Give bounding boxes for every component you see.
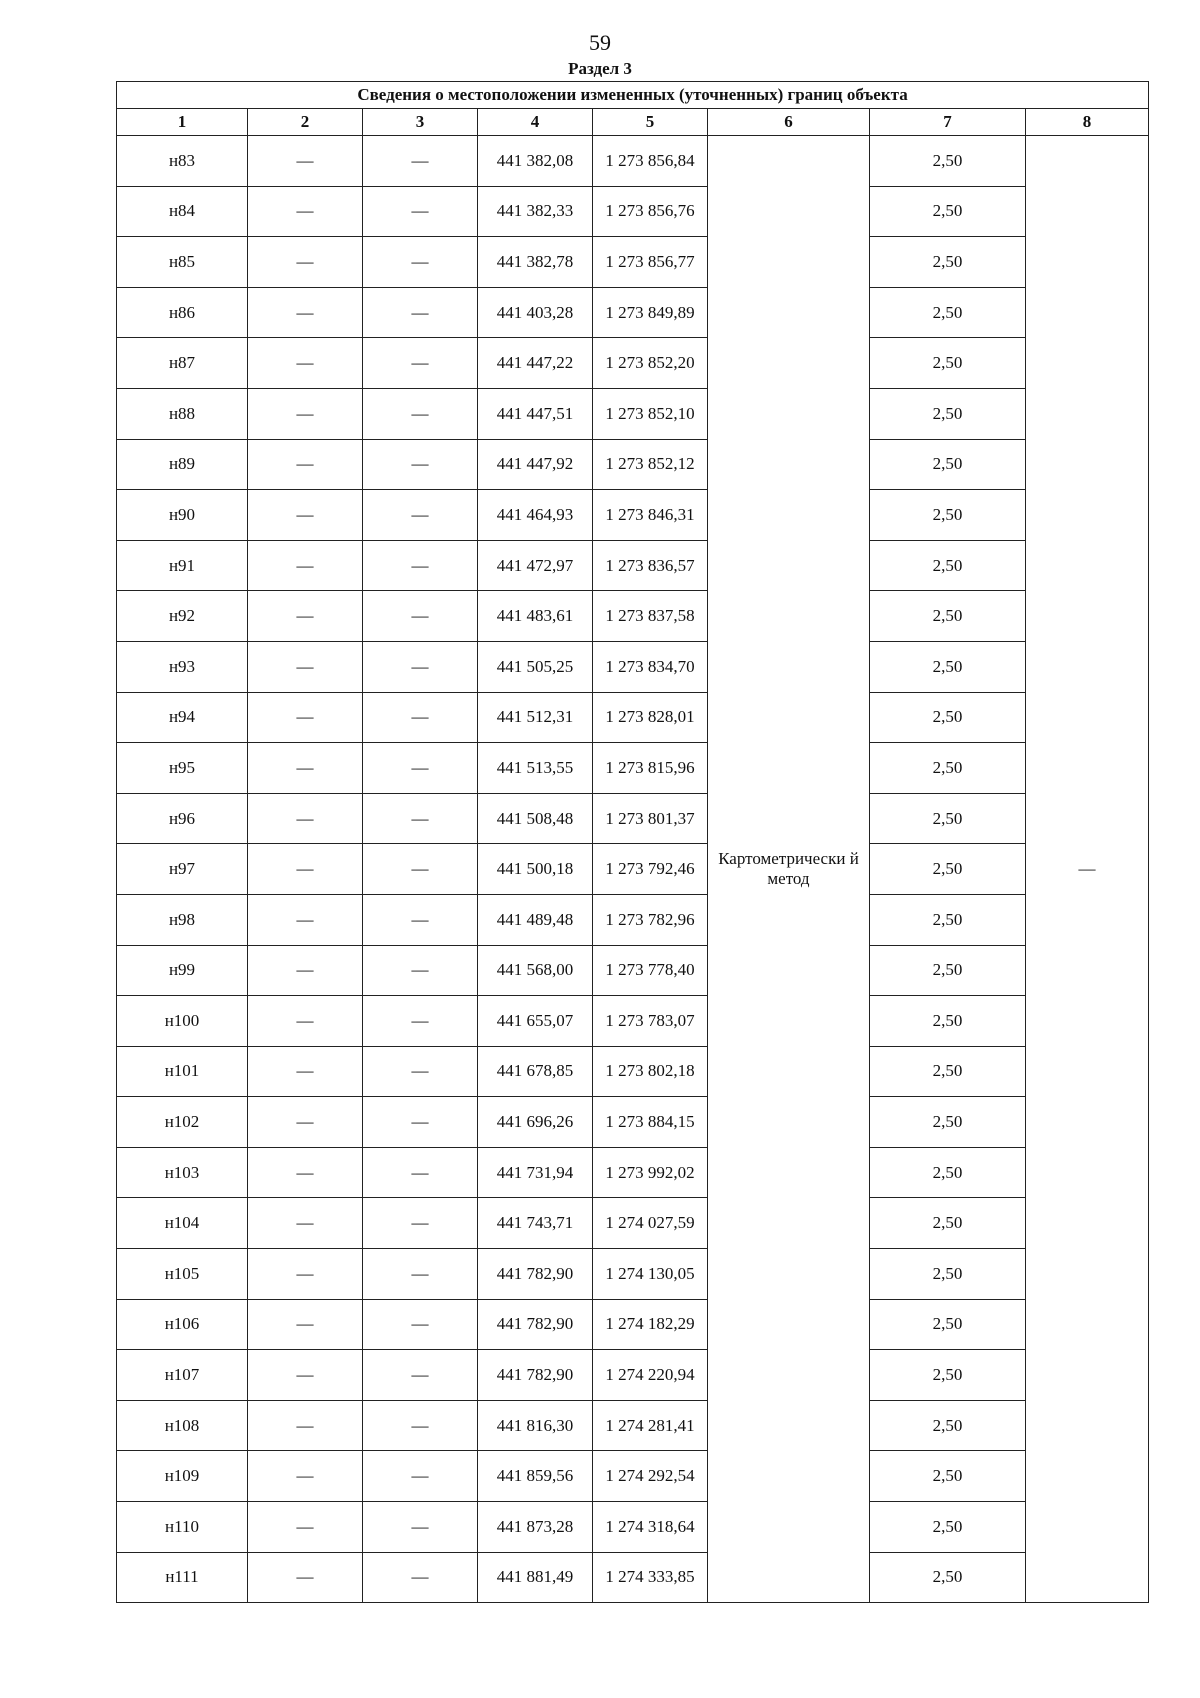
x-coordinate-cell: 441 782,90 bbox=[478, 1249, 593, 1300]
column-3-cell: — bbox=[363, 1097, 478, 1148]
column-3-cell: — bbox=[363, 1046, 478, 1097]
point-name-cell: н94 bbox=[117, 692, 248, 743]
table-row bbox=[117, 1299, 1149, 1350]
x-coordinate-cell: 441 464,93 bbox=[478, 490, 593, 541]
y-coordinate-cell: 1 273 783,07 bbox=[593, 996, 708, 1047]
column-2-cell: — bbox=[248, 743, 363, 794]
accuracy-cell: 2,50 bbox=[870, 844, 1026, 895]
table-row bbox=[117, 591, 1149, 642]
y-coordinate-cell: 1 273 849,89 bbox=[593, 287, 708, 338]
y-coordinate-cell: 1 274 220,94 bbox=[593, 1350, 708, 1401]
column-3-cell: — bbox=[363, 540, 478, 591]
column-3-cell: — bbox=[363, 439, 478, 490]
column-3-cell: — bbox=[363, 1400, 478, 1451]
point-name-cell: н109 bbox=[117, 1451, 248, 1502]
table-row bbox=[117, 1249, 1149, 1300]
column-2-cell: — bbox=[248, 641, 363, 692]
point-name-cell: н107 bbox=[117, 1350, 248, 1401]
column-3-cell: — bbox=[363, 136, 478, 187]
x-coordinate-cell: 441 512,31 bbox=[478, 692, 593, 743]
y-coordinate-cell: 1 273 856,76 bbox=[593, 186, 708, 237]
column-3-cell: — bbox=[363, 237, 478, 288]
table-row bbox=[117, 287, 1149, 338]
accuracy-cell: 2,50 bbox=[870, 186, 1026, 237]
table-row bbox=[117, 945, 1149, 996]
table-row bbox=[117, 439, 1149, 490]
point-name-cell: н101 bbox=[117, 1046, 248, 1097]
accuracy-cell: 2,50 bbox=[870, 1097, 1026, 1148]
section-title: Раздел 3 bbox=[568, 59, 632, 78]
table-row bbox=[117, 338, 1149, 389]
y-coordinate-cell: 1 273 836,57 bbox=[593, 540, 708, 591]
table-row bbox=[117, 490, 1149, 541]
x-coordinate-cell: 441 382,08 bbox=[478, 136, 593, 187]
table-row bbox=[117, 1097, 1149, 1148]
table-caption: Сведения о местоположении измененных (уточненных) границ объекта bbox=[117, 82, 1149, 109]
column-3-cell: — bbox=[363, 591, 478, 642]
column-3-cell: — bbox=[363, 1552, 478, 1603]
column-3-cell: — bbox=[363, 1147, 478, 1198]
x-coordinate-cell: 441 483,61 bbox=[478, 591, 593, 642]
accuracy-cell: 2,50 bbox=[870, 945, 1026, 996]
accuracy-cell: 2,50 bbox=[870, 1249, 1026, 1300]
point-name-cell: н93 bbox=[117, 641, 248, 692]
column-3-cell: — bbox=[363, 743, 478, 794]
column-3-cell: — bbox=[363, 186, 478, 237]
page-number: 59 bbox=[589, 30, 611, 55]
point-name-cell: н104 bbox=[117, 1198, 248, 1249]
column-2-cell: — bbox=[248, 793, 363, 844]
accuracy-cell: 2,50 bbox=[870, 1299, 1026, 1350]
point-name-cell: н110 bbox=[117, 1502, 248, 1553]
column-2-cell: — bbox=[248, 338, 363, 389]
y-coordinate-cell: 1 273 834,70 bbox=[593, 641, 708, 692]
column-2-cell: — bbox=[248, 1400, 363, 1451]
accuracy-cell: 2,50 bbox=[870, 996, 1026, 1047]
accuracy-cell: 2,50 bbox=[870, 439, 1026, 490]
table-row bbox=[117, 1198, 1149, 1249]
column-2-cell: — bbox=[248, 287, 363, 338]
accuracy-cell: 2,50 bbox=[870, 743, 1026, 794]
point-name-cell: н88 bbox=[117, 388, 248, 439]
y-coordinate-cell: 1 274 027,59 bbox=[593, 1198, 708, 1249]
accuracy-cell: 2,50 bbox=[870, 1400, 1026, 1451]
y-coordinate-cell: 1 273 856,84 bbox=[593, 136, 708, 187]
y-coordinate-cell: 1 273 815,96 bbox=[593, 743, 708, 794]
point-name-cell: н108 bbox=[117, 1400, 248, 1451]
column-3-cell: — bbox=[363, 945, 478, 996]
column-2-cell: — bbox=[248, 1046, 363, 1097]
column-2-cell: — bbox=[248, 388, 363, 439]
x-coordinate-cell: 441 881,49 bbox=[478, 1552, 593, 1603]
table-row bbox=[117, 743, 1149, 794]
column-3-cell: — bbox=[363, 338, 478, 389]
x-coordinate-cell: 441 513,55 bbox=[478, 743, 593, 794]
y-coordinate-cell: 1 273 852,20 bbox=[593, 338, 708, 389]
y-coordinate-cell: 1 274 130,05 bbox=[593, 1249, 708, 1300]
y-coordinate-cell: 1 273 828,01 bbox=[593, 692, 708, 743]
column-header: 4 bbox=[478, 109, 593, 136]
y-coordinate-cell: 1 273 852,12 bbox=[593, 439, 708, 490]
x-coordinate-cell: 441 678,85 bbox=[478, 1046, 593, 1097]
point-name-cell: н106 bbox=[117, 1299, 248, 1350]
y-coordinate-cell: 1 274 333,85 bbox=[593, 1552, 708, 1603]
accuracy-cell: 2,50 bbox=[870, 591, 1026, 642]
point-name-cell: н85 bbox=[117, 237, 248, 288]
x-coordinate-cell: 441 859,56 bbox=[478, 1451, 593, 1502]
accuracy-cell: 2,50 bbox=[870, 1502, 1026, 1553]
accuracy-cell: 2,50 bbox=[870, 338, 1026, 389]
point-name-cell: н83 bbox=[117, 136, 248, 187]
column-2-cell: — bbox=[248, 1552, 363, 1603]
table-row bbox=[117, 894, 1149, 945]
column-header: 3 bbox=[363, 109, 478, 136]
point-name-cell: н84 bbox=[117, 186, 248, 237]
column-header: 7 bbox=[870, 109, 1026, 136]
column-2-cell: — bbox=[248, 1198, 363, 1249]
table-row bbox=[117, 388, 1149, 439]
y-coordinate-cell: 1 273 852,10 bbox=[593, 388, 708, 439]
column-2-cell: — bbox=[248, 490, 363, 541]
column-3-cell: — bbox=[363, 692, 478, 743]
accuracy-cell: 2,50 bbox=[870, 1046, 1026, 1097]
column-2-cell: — bbox=[248, 945, 363, 996]
x-coordinate-cell: 441 500,18 bbox=[478, 844, 593, 895]
y-coordinate-cell: 1 273 846,31 bbox=[593, 490, 708, 541]
column-3-cell: — bbox=[363, 996, 478, 1047]
column-2-cell: — bbox=[248, 996, 363, 1047]
column-2-cell: — bbox=[248, 439, 363, 490]
table-row bbox=[117, 641, 1149, 692]
accuracy-cell: 2,50 bbox=[870, 287, 1026, 338]
point-name-cell: н98 bbox=[117, 894, 248, 945]
table-row bbox=[117, 136, 1149, 187]
accuracy-cell: 2,50 bbox=[870, 540, 1026, 591]
column-2-cell: — bbox=[248, 1502, 363, 1553]
column-2-cell: — bbox=[248, 894, 363, 945]
column-3-cell: — bbox=[363, 490, 478, 541]
column-8-cell: — bbox=[1026, 136, 1149, 1603]
column-2-cell: — bbox=[248, 1451, 363, 1502]
column-header: 8 bbox=[1026, 109, 1149, 136]
x-coordinate-cell: 441 382,33 bbox=[478, 186, 593, 237]
x-coordinate-cell: 441 655,07 bbox=[478, 996, 593, 1047]
method-cell: Картометрически й метод bbox=[708, 136, 870, 1603]
point-name-cell: н96 bbox=[117, 793, 248, 844]
y-coordinate-cell: 1 274 318,64 bbox=[593, 1502, 708, 1553]
accuracy-cell: 2,50 bbox=[870, 1147, 1026, 1198]
table-row bbox=[117, 996, 1149, 1047]
column-3-cell: — bbox=[363, 793, 478, 844]
column-3-cell: — bbox=[363, 844, 478, 895]
accuracy-cell: 2,50 bbox=[870, 1198, 1026, 1249]
x-coordinate-cell: 441 508,48 bbox=[478, 793, 593, 844]
point-name-cell: н97 bbox=[117, 844, 248, 895]
column-3-cell: — bbox=[363, 894, 478, 945]
x-coordinate-cell: 441 447,92 bbox=[478, 439, 593, 490]
x-coordinate-cell: 441 782,90 bbox=[478, 1350, 593, 1401]
column-2-cell: — bbox=[248, 844, 363, 895]
column-2-cell: — bbox=[248, 591, 363, 642]
column-2-cell: — bbox=[248, 1350, 363, 1401]
x-coordinate-cell: 441 382,78 bbox=[478, 237, 593, 288]
x-coordinate-cell: 441 403,28 bbox=[478, 287, 593, 338]
table-row bbox=[117, 1350, 1149, 1401]
y-coordinate-cell: 1 274 292,54 bbox=[593, 1451, 708, 1502]
column-2-cell: — bbox=[248, 237, 363, 288]
point-name-cell: н91 bbox=[117, 540, 248, 591]
table-row bbox=[117, 540, 1149, 591]
column-2-cell: — bbox=[248, 1299, 363, 1350]
accuracy-cell: 2,50 bbox=[870, 1552, 1026, 1603]
accuracy-cell: 2,50 bbox=[870, 237, 1026, 288]
accuracy-cell: 2,50 bbox=[870, 1350, 1026, 1401]
boundary-coordinates-table bbox=[116, 81, 1149, 1603]
point-name-cell: н102 bbox=[117, 1097, 248, 1148]
column-3-cell: — bbox=[363, 1299, 478, 1350]
y-coordinate-cell: 1 273 884,15 bbox=[593, 1097, 708, 1148]
column-3-cell: — bbox=[363, 1502, 478, 1553]
x-coordinate-cell: 441 447,51 bbox=[478, 388, 593, 439]
table-row bbox=[117, 692, 1149, 743]
y-coordinate-cell: 1 273 992,02 bbox=[593, 1147, 708, 1198]
point-name-cell: н105 bbox=[117, 1249, 248, 1300]
y-coordinate-cell: 1 273 792,46 bbox=[593, 844, 708, 895]
y-coordinate-cell: 1 273 801,37 bbox=[593, 793, 708, 844]
column-3-cell: — bbox=[363, 388, 478, 439]
column-2-cell: — bbox=[248, 1097, 363, 1148]
y-coordinate-cell: 1 273 837,58 bbox=[593, 591, 708, 642]
accuracy-cell: 2,50 bbox=[870, 692, 1026, 743]
column-3-cell: — bbox=[363, 641, 478, 692]
x-coordinate-cell: 441 743,71 bbox=[478, 1198, 593, 1249]
accuracy-cell: 2,50 bbox=[870, 1451, 1026, 1502]
x-coordinate-cell: 441 873,28 bbox=[478, 1502, 593, 1553]
column-2-cell: — bbox=[248, 1249, 363, 1300]
column-header: 5 bbox=[593, 109, 708, 136]
column-3-cell: — bbox=[363, 287, 478, 338]
accuracy-cell: 2,50 bbox=[870, 793, 1026, 844]
x-coordinate-cell: 441 472,97 bbox=[478, 540, 593, 591]
column-2-cell: — bbox=[248, 540, 363, 591]
table-row bbox=[117, 844, 1149, 895]
point-name-cell: н100 bbox=[117, 996, 248, 1047]
accuracy-cell: 2,50 bbox=[870, 388, 1026, 439]
column-2-cell: — bbox=[248, 136, 363, 187]
table-body bbox=[117, 136, 1149, 1603]
y-coordinate-cell: 1 273 782,96 bbox=[593, 894, 708, 945]
column-2-cell: — bbox=[248, 692, 363, 743]
accuracy-cell: 2,50 bbox=[870, 641, 1026, 692]
y-coordinate-cell: 1 273 802,18 bbox=[593, 1046, 708, 1097]
x-coordinate-cell: 441 505,25 bbox=[478, 641, 593, 692]
x-coordinate-cell: 441 447,22 bbox=[478, 338, 593, 389]
column-3-cell: — bbox=[363, 1350, 478, 1401]
accuracy-cell: 2,50 bbox=[870, 136, 1026, 187]
table-row bbox=[117, 1451, 1149, 1502]
point-name-cell: н86 bbox=[117, 287, 248, 338]
column-header: 2 bbox=[248, 109, 363, 136]
point-name-cell: н95 bbox=[117, 743, 248, 794]
point-name-cell: н87 bbox=[117, 338, 248, 389]
column-header: 6 bbox=[708, 109, 870, 136]
column-3-cell: — bbox=[363, 1451, 478, 1502]
column-header: 1 bbox=[117, 109, 248, 136]
x-coordinate-cell: 441 816,30 bbox=[478, 1400, 593, 1451]
point-name-cell: н103 bbox=[117, 1147, 248, 1198]
point-name-cell: н99 bbox=[117, 945, 248, 996]
table-row bbox=[117, 793, 1149, 844]
column-3-cell: — bbox=[363, 1249, 478, 1300]
table-row bbox=[117, 1502, 1149, 1553]
x-coordinate-cell: 441 731,94 bbox=[478, 1147, 593, 1198]
x-coordinate-cell: 441 568,00 bbox=[478, 945, 593, 996]
column-3-cell: — bbox=[363, 1198, 478, 1249]
table-row bbox=[117, 1147, 1149, 1198]
table-row bbox=[117, 1400, 1149, 1451]
x-coordinate-cell: 441 696,26 bbox=[478, 1097, 593, 1148]
point-name-cell: н90 bbox=[117, 490, 248, 541]
point-name-cell: н92 bbox=[117, 591, 248, 642]
y-coordinate-cell: 1 274 182,29 bbox=[593, 1299, 708, 1350]
accuracy-cell: 2,50 bbox=[870, 894, 1026, 945]
y-coordinate-cell: 1 273 778,40 bbox=[593, 945, 708, 996]
column-2-cell: — bbox=[248, 186, 363, 237]
accuracy-cell: 2,50 bbox=[870, 490, 1026, 541]
x-coordinate-cell: 441 782,90 bbox=[478, 1299, 593, 1350]
x-coordinate-cell: 441 489,48 bbox=[478, 894, 593, 945]
table-row bbox=[117, 186, 1149, 237]
table-row bbox=[117, 1552, 1149, 1603]
point-name-cell: н89 bbox=[117, 439, 248, 490]
table-row bbox=[117, 237, 1149, 288]
y-coordinate-cell: 1 273 856,77 bbox=[593, 237, 708, 288]
point-name-cell: н111 bbox=[117, 1552, 248, 1603]
y-coordinate-cell: 1 274 281,41 bbox=[593, 1400, 708, 1451]
table-row bbox=[117, 1046, 1149, 1097]
column-2-cell: — bbox=[248, 1147, 363, 1198]
